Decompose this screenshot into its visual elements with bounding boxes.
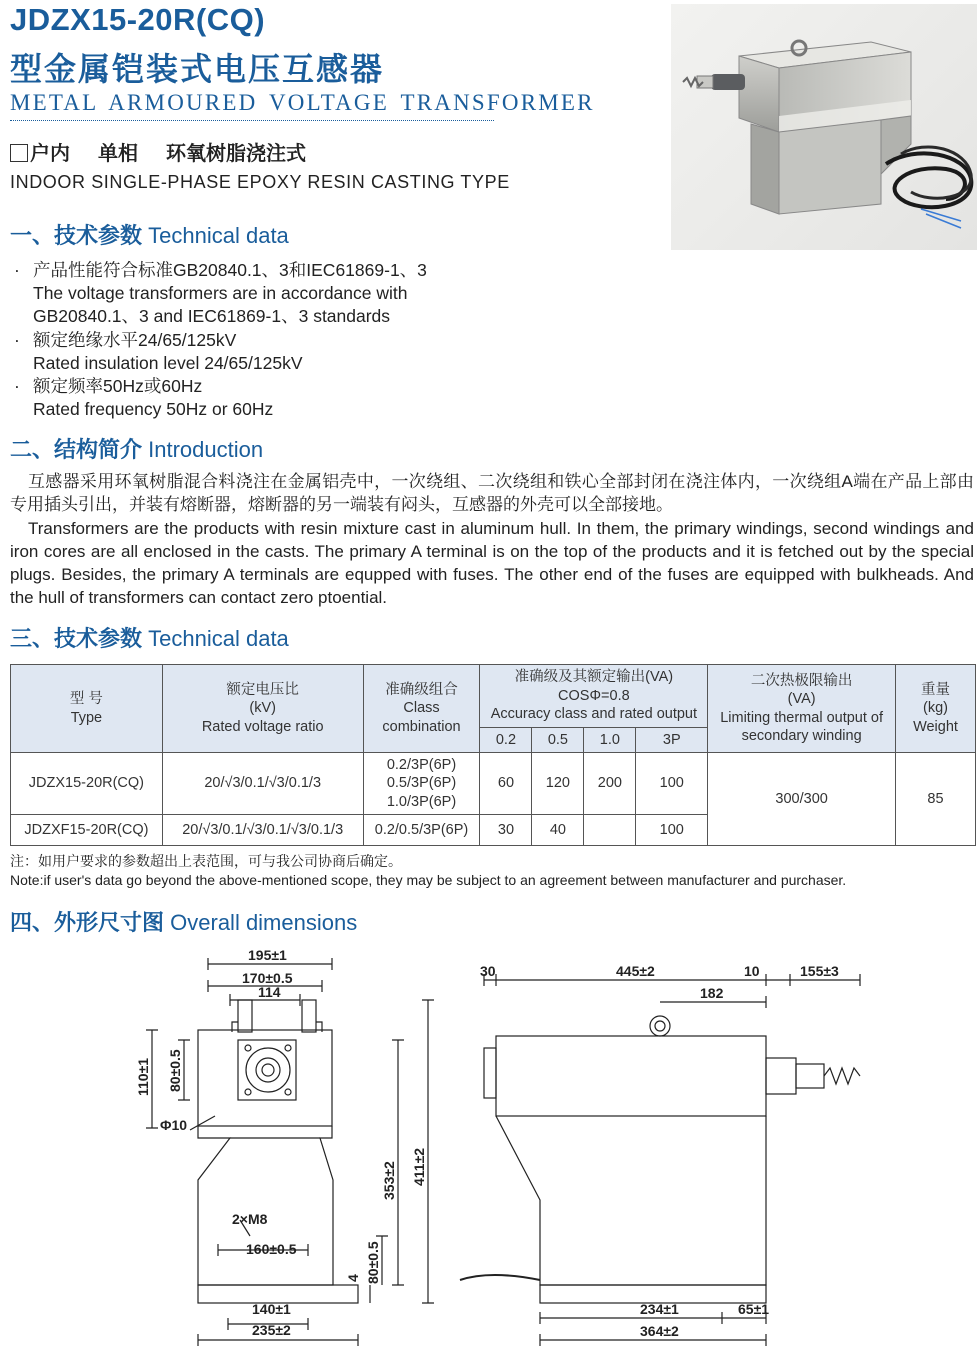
dim-front-m8: 2×M8 bbox=[232, 1211, 268, 1227]
cell-output-10: 200 bbox=[584, 753, 636, 815]
dim-side-234: 234±1 bbox=[640, 1301, 679, 1317]
dim-front-height-80-bottom: 80±0.5 bbox=[365, 1241, 381, 1284]
bullet-text-en: The voltage transformers are in accordance with bbox=[33, 283, 408, 304]
dim-front-width-140: 140±1 bbox=[252, 1301, 291, 1317]
cell-type: JDZXF15-20R(CQ) bbox=[11, 815, 163, 846]
section-heading-cn: 四、外形尺寸图 bbox=[10, 910, 165, 935]
header-acc-col: 3P bbox=[636, 728, 708, 753]
technical-bullets bbox=[14, 259, 427, 421]
dim-front-height-411: 411±2 bbox=[411, 1147, 427, 1186]
dim-front-width-170: 170±0.5 bbox=[242, 970, 293, 986]
side-lifting-eye bbox=[650, 1016, 670, 1036]
dim-front-height-110: 110±1 bbox=[135, 1057, 151, 1096]
bullet-text-en: Rated frequency 50Hz or 60Hz bbox=[33, 399, 274, 420]
section-heading-en: Introduction bbox=[148, 437, 264, 462]
dim-side-10: 10 bbox=[744, 963, 760, 979]
cell-weight: 85 bbox=[896, 753, 976, 846]
type-epoxy-cn: 环氧树脂浇注式 bbox=[166, 143, 306, 165]
dim-side-445: 445±2 bbox=[616, 963, 655, 979]
header-acc-col: 1.0 bbox=[584, 728, 636, 753]
bullet-text-cn: 额定频率50Hz或60Hz bbox=[33, 376, 203, 397]
bullet-frequency bbox=[14, 375, 427, 398]
header-thermal: 二次热极限输出 (VA) Limiting thermal output of secondary winding bbox=[708, 665, 896, 753]
dim-front-width-195: 195±1 bbox=[248, 947, 287, 963]
note-en: Note:if user's data go beyond the above-mentioned scope, they may be subject to an agreement between manufacturer and purchaser. bbox=[10, 872, 847, 888]
type-indoor-cn: 户内 bbox=[30, 143, 70, 165]
header-weight: 重量 (kg) Weight bbox=[896, 665, 976, 753]
front-terminal-ring bbox=[246, 1048, 290, 1092]
note-cn: 注：如用户要求的参数超出上表范围，可与我公司协商后确定。 bbox=[10, 853, 402, 869]
front-upper-housing bbox=[198, 1030, 332, 1126]
dim-side-182: 182 bbox=[700, 985, 724, 1001]
section-heading-en: Overall dimensions bbox=[170, 910, 358, 935]
bullet-dot: · bbox=[14, 260, 20, 280]
table-note bbox=[10, 852, 846, 890]
bullet-insulation bbox=[14, 329, 427, 352]
cell-thermal: 300/300 bbox=[708, 753, 896, 846]
technical-data-table bbox=[10, 664, 976, 846]
bullet-text-cn: 产品性能符合标准GB20840.1、3和IEC61869-1、3 bbox=[33, 260, 427, 280]
dim-front-width-160: 160±0.5 bbox=[246, 1241, 297, 1257]
bullet-standards bbox=[14, 259, 427, 282]
checkbox-icon bbox=[10, 144, 28, 162]
dim-side-155: 155±3 bbox=[800, 963, 839, 979]
dim-front-height-80-top: 80±0.5 bbox=[167, 1049, 183, 1092]
section-heading-introduction bbox=[10, 433, 263, 464]
cell-ratio: 20/√3/0.1/√3/0.1/3 bbox=[162, 753, 363, 815]
bullet-text-cn: 额定绝缘水平24/65/125kV bbox=[33, 329, 237, 350]
header-ratio: 额定电压比 (kV) Rated voltage ratio bbox=[162, 665, 363, 753]
side-spring bbox=[824, 1068, 860, 1084]
title-divider bbox=[10, 120, 494, 121]
table-row bbox=[11, 753, 976, 815]
dim-front-height-353: 353±2 bbox=[381, 1161, 397, 1200]
bullet-dot: · bbox=[14, 376, 20, 397]
dim-front-width-235: 235±2 bbox=[252, 1322, 291, 1338]
header-accuracy: 准确级及其额定输出(VA) COSΦ=0.8 Accuracy class and rated output bbox=[480, 665, 708, 728]
header-acc-col: 0.5 bbox=[532, 728, 584, 753]
product-title-cn: 型金属铠装式电压互感器 bbox=[10, 51, 385, 87]
intro-paragraph-en: Transformers are the products with resin mixture cast in aluminum hull. In them, the primary windings, second windings and iron cores are all enclosed in the casts. The primary A terminal is on the top of the products and it is fetched out by the special plugs. Besides, the primary A terminals are equpped with fuses. The other end of the fuses are equipped with bulkheads. And the hull of transformers can contact zero ptoential. bbox=[10, 518, 974, 608]
header-class: 准确级组合 Class combination bbox=[363, 665, 480, 753]
side-lower-body bbox=[496, 1116, 766, 1285]
section-heading-technical bbox=[10, 219, 289, 250]
product-model: JDZX15-20R(CQ) bbox=[10, 2, 266, 37]
cell-class: 0.2/3P(6P) 0.5/3P(6P) 1.0/3P(6P) bbox=[363, 753, 480, 815]
cell-class: 0.2/0.5/3P(6P) bbox=[363, 815, 480, 846]
dim-front-phi10: Φ10 bbox=[160, 1117, 188, 1133]
cell-output-02: 60 bbox=[480, 753, 532, 815]
dim-side-65: 65±1 bbox=[738, 1301, 770, 1317]
cell-output-05: 40 bbox=[532, 815, 584, 846]
bullet-dot: · bbox=[14, 329, 20, 350]
side-upper-housing bbox=[496, 1036, 766, 1116]
header-acc-col: 0.2 bbox=[480, 728, 532, 753]
dimension-drawings bbox=[0, 940, 980, 1354]
cell-output-3p: 100 bbox=[636, 753, 708, 815]
dim-front-width-114: 114 bbox=[258, 984, 281, 1000]
header-type: 型 号 Type bbox=[11, 665, 163, 753]
bullet-text-en: Rated insulation level 24/65/125kV bbox=[33, 352, 303, 373]
product-title-en: METAL ARMOURED VOLTAGE TRANSFORMER bbox=[10, 90, 595, 115]
intro-paragraph-cn: 互感器采用环氧树脂混合料浇注在金属铝壳中，一次绕组、二次绕组和铁心全部封闭在浇注体内，一次绕组A端在产品上部由专用插头引出，并装有熔断器，熔断器的另一端装有闷头，互感器的外壳可以全部接地。 bbox=[10, 472, 974, 515]
product-type-en: INDOOR SINGLE-PHASE EPOXY RESIN CASTING TYPE bbox=[10, 172, 510, 192]
cell-output-3p: 100 bbox=[636, 815, 708, 846]
dim-side-30: 30 bbox=[480, 963, 496, 979]
side-fuse-holder bbox=[766, 1058, 796, 1094]
section-heading-en: Technical data bbox=[148, 626, 289, 651]
section-heading-cn: 一、技术参数 bbox=[10, 223, 143, 248]
cell-output-10 bbox=[584, 815, 636, 846]
bullet-text-en: GB20840.1、3 and IEC61869-1、3 standards bbox=[33, 306, 391, 327]
front-terminal-flange bbox=[238, 1040, 296, 1100]
section-heading-dimensions bbox=[10, 906, 357, 937]
front-terminal-right bbox=[302, 1000, 316, 1032]
introduction-text bbox=[10, 470, 974, 610]
section-heading-en: Technical data bbox=[148, 223, 289, 248]
section-heading-technical-table bbox=[10, 622, 289, 653]
cell-output-02: 30 bbox=[480, 815, 532, 846]
front-lower-body bbox=[198, 1126, 333, 1285]
front-terminal-left bbox=[238, 1000, 252, 1032]
product-photo bbox=[671, 4, 977, 250]
section-heading-cn: 三、技术参数 bbox=[10, 626, 143, 651]
cell-type: JDZX15-20R(CQ) bbox=[11, 753, 163, 815]
side-front-flange bbox=[484, 1048, 496, 1098]
dim-front-height-4: 4 bbox=[345, 1274, 361, 1282]
section-heading-cn: 二、结构简介 bbox=[10, 437, 143, 462]
product-type-cn bbox=[10, 137, 306, 166]
cell-ratio: 20/√3/0.1/√3/0.1/√3/0.1/3 bbox=[162, 815, 363, 846]
dim-side-364: 364±2 bbox=[640, 1323, 679, 1339]
type-single-phase-cn: 单相 bbox=[98, 143, 138, 165]
cell-output-05: 120 bbox=[532, 753, 584, 815]
